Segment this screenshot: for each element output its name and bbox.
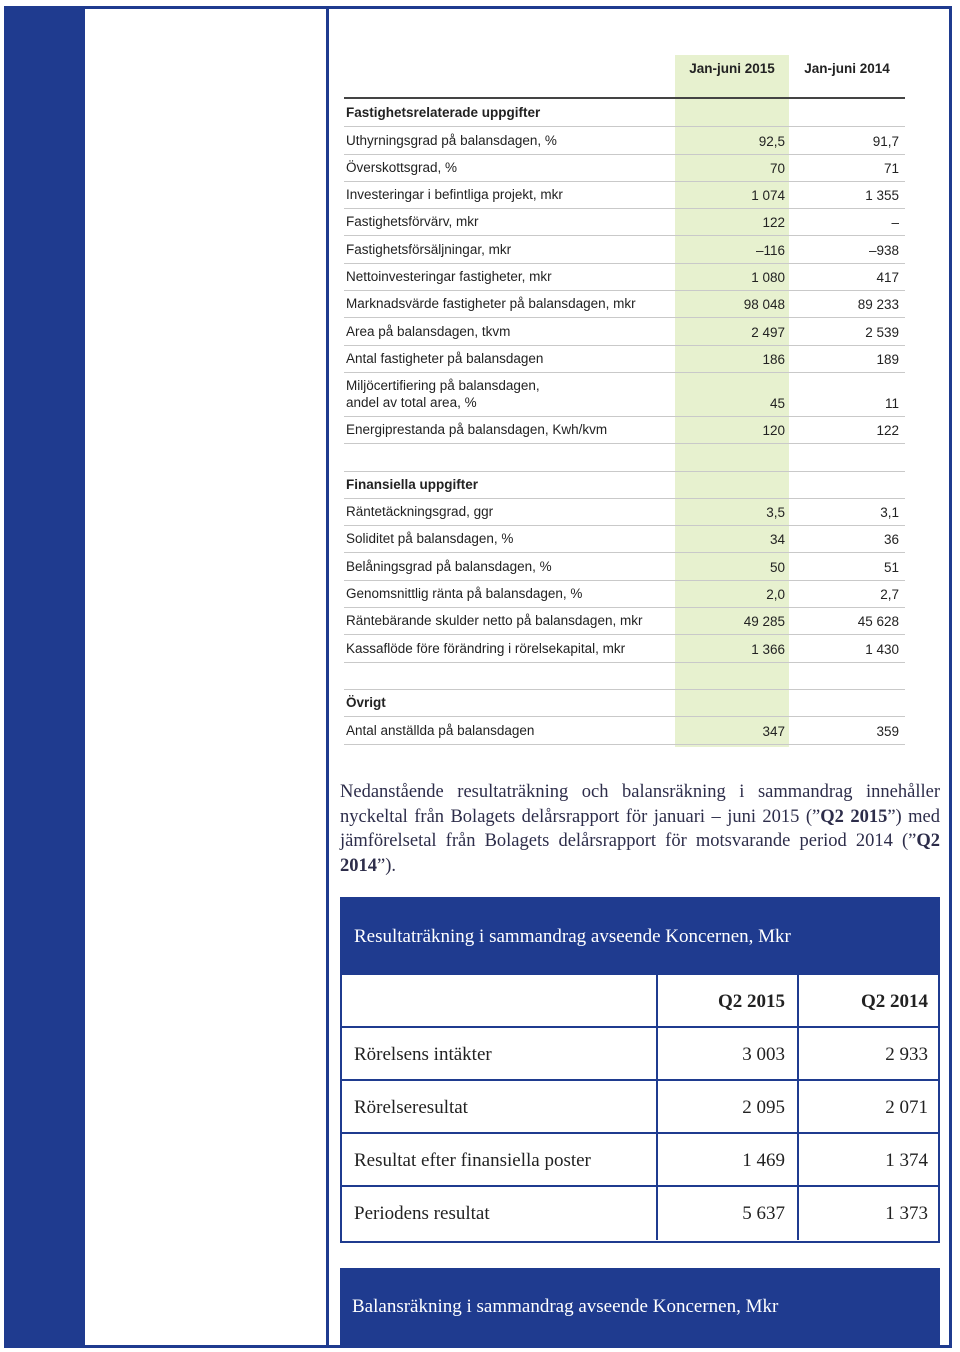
value-q2-2015: 2 095 <box>658 1081 799 1132</box>
key-figure-label: Antal anställda på balansdagen <box>346 722 535 738</box>
key-figure-label: Räntebärande skulder netto på balansdagen, mkr <box>346 613 643 629</box>
key-figure-row <box>344 263 905 291</box>
key-figure-row <box>344 290 905 318</box>
value-2014: 51 <box>883 559 899 575</box>
key-figure-label: Räntetäckningsgrad, ggr <box>346 504 494 520</box>
value-2014: 11 <box>884 396 899 411</box>
value-2014: – <box>891 215 899 231</box>
value-2015: 70 <box>769 160 785 176</box>
key-figure-label: Fastighetsrelaterade uppgifter <box>346 105 541 121</box>
value-2015: 34 <box>769 532 785 548</box>
key-figures-table <box>344 55 905 747</box>
value-2015: 2 497 <box>751 324 785 340</box>
key-figure-label: Belåningsgrad på balansdagen, % <box>346 558 552 574</box>
value-2014: 122 <box>876 423 899 439</box>
header-empty-cell <box>342 975 658 1026</box>
section-heading-row <box>344 99 905 127</box>
value-2015: 45 <box>769 396 785 411</box>
value-2014: 45 628 <box>857 614 899 630</box>
col-header-2014: Jan-juni 2014 <box>804 61 890 76</box>
value-2014: –938 <box>868 242 899 258</box>
value-2014: 359 <box>876 723 899 739</box>
value-2015: 50 <box>769 559 785 575</box>
value-2014: 189 <box>876 351 899 367</box>
intro-bold-q2-2015: Q2 2015 <box>820 806 888 827</box>
key-figure-label: Soliditet på balansdagen, % <box>346 531 514 547</box>
income-statement-title: Resultaträkning i sammandrag avseende Koncernen, Mkr <box>342 899 938 975</box>
key-figure-row <box>344 498 905 526</box>
section-heading-row <box>344 471 905 499</box>
key-figure-row <box>344 345 905 373</box>
key-figure-label: Uthyrningsgrad på balansdagen, % <box>346 132 557 148</box>
value-q2-2014: 1 373 <box>885 1203 928 1224</box>
value-2015: 347 <box>762 723 785 739</box>
key-figure-label: Finansiella uppgifter <box>346 476 479 492</box>
value-2015: 92,5 <box>758 133 785 149</box>
key-figure-row <box>344 607 905 635</box>
table-header-row <box>342 975 938 1028</box>
value-2015: 98 048 <box>743 297 785 313</box>
table-row <box>342 1134 938 1187</box>
key-figure-row <box>344 317 905 345</box>
value-2014: 1 355 <box>865 188 899 204</box>
value-2014: 417 <box>876 270 899 286</box>
key-figure-label: Miljöcertifiering på balansdagen, andel av total area, % <box>346 378 540 410</box>
key-figure-label: Överskottsgrad, % <box>346 159 458 175</box>
table-row <box>342 1187 938 1240</box>
key-figure-row <box>344 181 905 209</box>
key-figure-label: Nettoinvesteringar fastigheter, mkr <box>346 269 552 285</box>
value-2014: 1 430 <box>865 641 899 657</box>
key-figure-row <box>344 662 905 690</box>
value-2015: 1 080 <box>751 270 785 286</box>
value-q2-2015: 3 003 <box>658 1028 799 1079</box>
value-q2-2015: 5 637 <box>658 1187 799 1240</box>
value-2015: 120 <box>762 423 785 439</box>
key-figure-label: Övrigt <box>346 695 386 711</box>
key-figure-row <box>344 716 905 744</box>
key-figure-label: Kassaflöde före förändring i rörelsekapital, mkr <box>346 640 626 656</box>
value-2014: 2 539 <box>865 324 899 340</box>
row-label: Rörelseresultat <box>342 1081 658 1132</box>
value-2014: 91,7 <box>872 133 899 149</box>
key-figure-label: Investeringar i befintliga projekt, mkr <box>346 187 563 203</box>
value-q2-2015: 1 469 <box>658 1134 799 1185</box>
value-2015: 1 074 <box>751 188 785 204</box>
value-2015: 122 <box>762 215 785 231</box>
value-2014: 71 <box>883 160 899 176</box>
row-label: Periodens resultat <box>342 1187 658 1240</box>
key-figure-row <box>344 154 905 182</box>
key-figure-label: Marknadsvärde fastigheter på balansdagen, mkr <box>346 296 636 312</box>
value-2014: 36 <box>883 532 899 548</box>
value-q2-2014: 1 374 <box>885 1150 928 1171</box>
section-heading-row <box>344 689 905 717</box>
row-label: Rörelsens intäkter <box>342 1028 658 1079</box>
row-label: Resultat efter finansiella poster <box>342 1134 658 1185</box>
header-q2-2015: Q2 2015 <box>658 975 799 1026</box>
key-figure-label: Antal fastigheter på balansdagen <box>346 350 544 366</box>
key-figure-label: Genomsnittlig ränta på balansdagen, % <box>346 586 583 602</box>
intro-text-3: ”). <box>377 855 396 876</box>
key-figure-label: Area på balansdagen, tkvm <box>346 323 511 339</box>
value-2015: 186 <box>762 351 785 367</box>
col-header-2015: Jan-juni 2015 <box>689 61 775 76</box>
key-figure-row <box>344 553 905 581</box>
balance-sheet-title: Balansräkning i sammandrag avseende Koncernen, Mkr <box>340 1268 940 1348</box>
value-2015: 3,5 <box>766 505 785 521</box>
key-figure-row <box>344 126 905 154</box>
intro-paragraph <box>340 780 940 878</box>
column-divider <box>326 9 329 1345</box>
intro-text-1: Nedanstående resultaträkning och balansräkning i sammandrag innehåller nyckeltal från Bolagets delårsrapport för januari – juni 2015 (” <box>340 782 940 827</box>
value-2014: 89 233 <box>857 297 899 313</box>
key-figure-row <box>344 372 905 417</box>
key-figure-label: Fastighetsförsäljningar, mkr <box>346 241 512 257</box>
key-figure-row <box>344 634 905 662</box>
key-figure-label: Energiprestanda på balansdagen, Kwh/kvm <box>346 422 608 438</box>
key-figure-label: Fastighetsförvärv, mkr <box>346 214 479 230</box>
key-figure-row <box>344 208 905 236</box>
key-figure-row <box>344 580 905 608</box>
value-q2-2014: 2 933 <box>885 1044 928 1065</box>
key-figure-row <box>344 416 905 444</box>
key-figure-row <box>344 525 905 553</box>
table-row <box>342 1081 938 1134</box>
value-2015: 1 366 <box>751 641 785 657</box>
header-q2-2014: Q2 2014 <box>860 991 928 1012</box>
value-2015: 2,0 <box>766 587 785 603</box>
value-2015: 49 285 <box>743 614 785 630</box>
key-figure-row <box>344 443 905 471</box>
value-2014: 3,1 <box>880 505 899 521</box>
key-figure-row <box>344 236 905 264</box>
intro-bold-q2-2014: Q2 2014 <box>340 831 940 876</box>
value-q2-2014: 2 071 <box>885 1097 928 1118</box>
intro-text-2: ”) med jämförelsetal från Bolagets delårsrapport för motsvarande period 2014 (” <box>340 806 940 851</box>
table-row <box>342 1028 938 1081</box>
income-statement-table <box>340 897 940 1243</box>
value-2014: 2,7 <box>880 587 899 603</box>
value-2015: –116 <box>755 242 785 258</box>
